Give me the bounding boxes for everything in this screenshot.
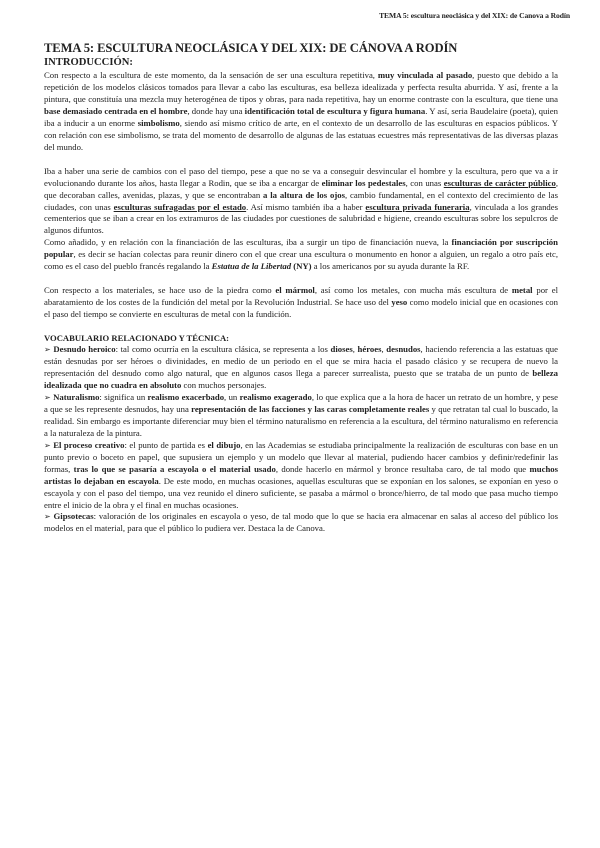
document-title: TEMA 5: ESCULTURA NEOCLÁSICA Y DEL XIX: DE CÁNOVA A RODÍN — [44, 41, 458, 55]
paragraph-materials: Con respecto a los materiales, se hace uso de la piedra como el mármol, así como los metales, con mucha más escultura de metal por el abaratamiento de los costes de la fundición del metal por la Revolución Industrial. Se hace uso del yeso como modelo inicial que en ocasiones con el paso del tiempo se convierte en esculturas de metal con la fundición. — [44, 285, 559, 320]
vocab-item-desnudo-heroico: ➢ Desnudo heroico: tal como ocurría en la escultura clásica, se representa a los dioses, héroes, desnudos, haciendo referencia a las estatuas que están desnudas por ser héroes o divinidades, en medio de un periodo en el que se mira hacia el pasado clásico y se recupera de nuevo la representación del desnudo como algo natural, que en algunos casos llega a parecer surrealista, puesto que se trataba de un punto de belleza idealizada que no cuadra en absoluto con muchos personajes. — [44, 344, 558, 390]
arrow-bullet-icon: ➢ — [44, 345, 51, 355]
vocab-term: El proceso creativo — [53, 439, 125, 450]
vocab-item-proceso-creativo: ➢ El proceso creativo: el punto de partida es el dibujo, en las Academias se estudiaba principalmente la realización de esculturas con base en un punto previo o boceto en papel, que supusiera un ejemplo y un modelo que llevar al material, pudiendo hacer cambios y definir/redefinir las formas, tras lo que se pasaría a escayola o el material usado, donde hacerlo en mármol y bronce resultaba caro, de tal modo que muchos artistas lo dejaban en escayola. De este modo, en muchas ocasiones, aquellas esculturas que se exponían en los salones, se exponían en yeso o escayola y con el paso del tiempo, una vez reunido el dinero suficiente, se pasaba a mármol o bronce/hierro, de tal modo que pasa mucho tiempo entre el inicio de la obra y el final en muchas ocasiones. — [44, 439, 559, 510]
intro-heading: INTRODUCCIÓN: — [44, 57, 133, 68]
paragraph-intro-2: Iba a haber una serie de cambios con el paso del tiempo, pese a que no se va a conseguir desvincular el hombre y la escultura, pero que va a ir evolucionando durante los años, hasta llegar a Rodin, que se iba a encargar de eliminar los pedestales, con unas esculturas de carácter público, que decoraban calles, avenidas, plazas, y que se encontraban a la altura de los ojos, cambio fundamental, en el contexto del crecimiento de las ciudades, con unas esculturas sufragadas por el estado. Así mismo también iba a haber escultura privada funeraria, vinculada a los grandes cementerios que se iban a crear en los extramuros de las ciudades por cuestiones de salubridad e higiene, creando esculturas sobre los sepulcros de algunos difuntos. — [44, 165, 559, 236]
running-header: TEMA 5: escultura neoclásica y del XIX: de Canova a Rodín — [379, 11, 570, 20]
arrow-bullet-icon: ➢ — [44, 440, 51, 450]
vocab-item-naturalismo: ➢ Naturalismo: significa un realismo exacerbado, un realismo exagerado, lo que explica que a la hora de hacer un retrato de un hombre, y pese a que se les represente desnudos, hay una representación de las facciones y las caras completamente reales y que retratan tal cual lo buscado, la realidad. Sin embargo es importante diferenciar muy bien el término naturalismo en referencia a la escultura, del término naturalismo en referencia a la naturaleza de la pintura. — [44, 391, 559, 438]
vocab-term: Naturalismo — [53, 391, 100, 402]
paragraph-intro-1: Con respecto a la escultura de este momento, da la sensación de ser una escultura repetitiva, muy vinculada al pasado, puesto que debido a la repetición de los modelos clásicos tomados para llevar a cabo las esculturas, esa belleza idealizada y perfecta resulta aburrida. Y así, frente a la pintura, que constituía una mezcla muy heterogénea de tipos y obras, para nada repetitiva, hay un enorme contraste con la escultura, que tiene una base demasiado centrada en el hombre, donde hay una identificación total de escultura y figura humana. Y así, seria Baudelaire (poeta), quien iba a inducir a un enorme simbolismo, siendo así mismo crítico de arte, en el contexto de un desarrollo de las esculturas en espacios públicos. Y con relación con ese simbolismo, se trata del momento de desarrollo de algunas de las estatuas ecuestres más representativas de las diversas plazas del mundo. — [44, 70, 558, 152]
document-page — [44, 41, 558, 535]
vocab-term: Gipsotecas — [53, 511, 94, 522]
vocab-term: Desnudo heroico — [53, 344, 116, 355]
vocab-item-gipsotecas: ➢ Gipsotecas: valoración de los originales en escayola o yeso, de tal modo que lo que se hacia era almacenar en salas al acceso del público los modelos en el material, para que el público lo pudiera ver. Destaca la de Canova. — [44, 511, 559, 534]
vocab-heading: VOCABULARIO RELACIONADO Y TÉCNICA: — [44, 333, 230, 344]
arrow-bullet-icon: ➢ — [44, 392, 51, 402]
paragraph-intro-3: Como añadido, y en relación con la financiación de las esculturas, iba a surgir un tipo de financiación nueva, la financiación por suscripción popular, es decir se hacían colectas para reunir dinero con el que crear una escultura o monumento en honor a alguien, un regalo a otro país etc, como es el caso del pueblo francés regalando la Estatua de la Libertad (NY) a los americanos por su ayuda durante la RF. — [44, 237, 558, 272]
arrow-bullet-icon: ➢ — [44, 512, 51, 522]
